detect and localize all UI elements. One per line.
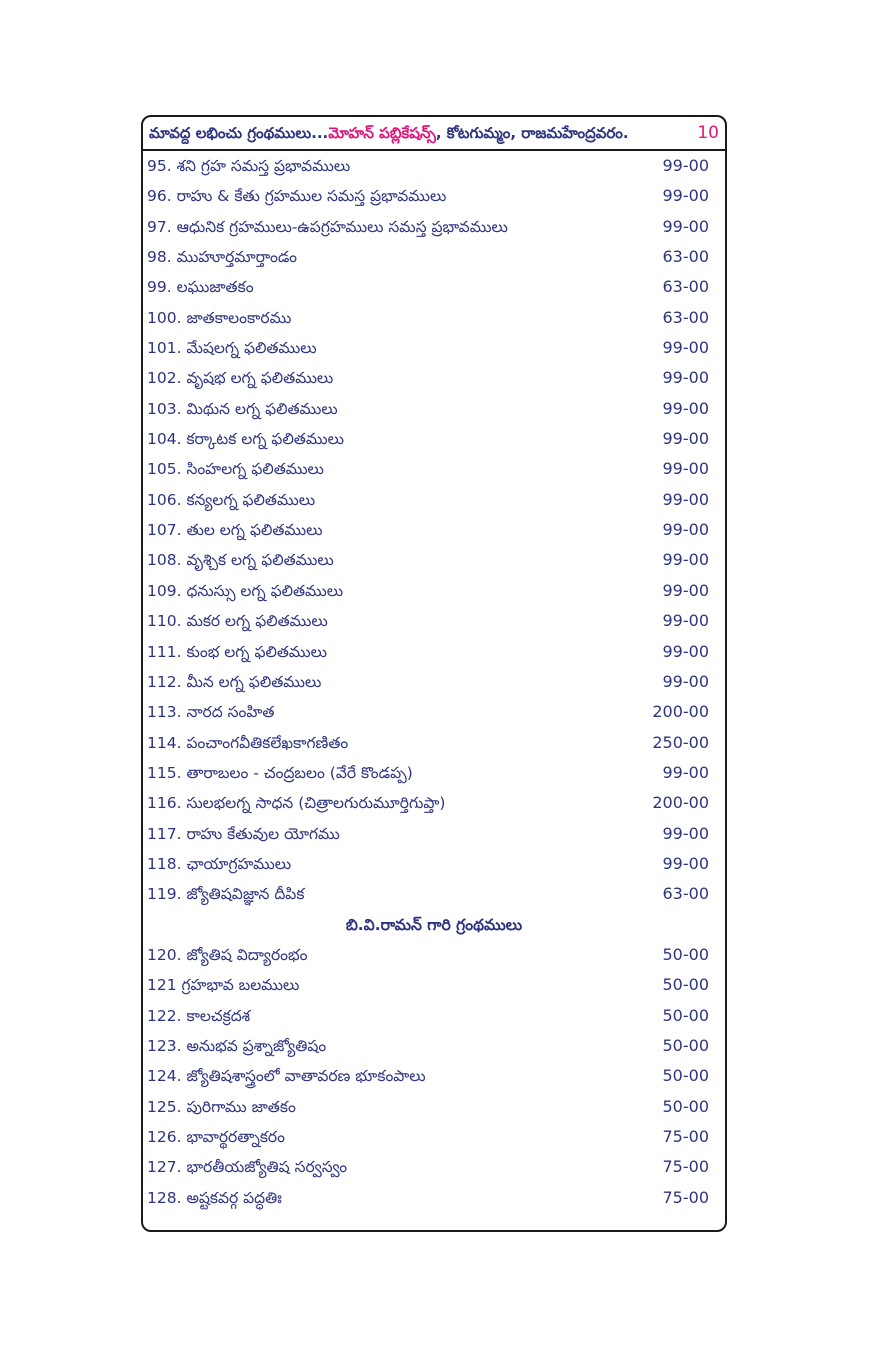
book-title: 103. మిథున లగ్న ఫలితములు: [147, 399, 338, 418]
book-row: [143, 1031, 725, 1061]
book-row: [143, 758, 725, 788]
book-title: 121 గ్రహభావ బలములు: [147, 976, 300, 995]
section-heading: [143, 910, 725, 940]
book-row: [143, 272, 725, 302]
book-row: [143, 181, 725, 211]
book-price: 99-00: [662, 762, 709, 782]
section-title: బి.వి.రామన్ గారి గ్రంథములు: [345, 915, 523, 934]
book-title: 117. రాహు కేతువుల యోగము: [147, 824, 340, 843]
book-row: [143, 363, 725, 393]
book-title: 125. పురిగాము జాతకం: [147, 1097, 296, 1116]
book-title: 128. అష్టకవర్గ పద్ధతిః: [147, 1188, 282, 1207]
book-price: 99-00: [662, 398, 709, 418]
book-title: 114. పంచాంగవీతికలేఖకాగణితం: [147, 733, 349, 752]
book-row: [143, 576, 725, 606]
book-price: 50-00: [662, 1005, 709, 1025]
book-row: [143, 970, 725, 1000]
book-price: 99-00: [662, 853, 709, 873]
book-row: [143, 454, 725, 484]
book-row: [143, 1001, 725, 1031]
book-title: 123. అనుభవ ప్రశ్నాజ్యోతిషం: [147, 1036, 327, 1055]
book-price: 250-00: [652, 732, 709, 752]
book-row: [143, 394, 725, 424]
book-title: 100. జాతకాలంకారము: [147, 308, 292, 327]
book-title: 113. నారద సంహిత: [147, 703, 275, 722]
book-row: [143, 212, 725, 242]
book-price: 99-00: [662, 520, 709, 540]
book-price: 99-00: [662, 611, 709, 631]
book-title: 109. ధనుస్సు లగ్న ఫలితములు: [147, 581, 344, 600]
book-price: 99-00: [662, 338, 709, 358]
book-price: 99-00: [662, 489, 709, 509]
book-price: 200-00: [652, 702, 709, 722]
price-list-frame: [141, 115, 727, 1232]
book-price: 99-00: [662, 671, 709, 691]
book-title: 96. రాహు & కేతు గ్రహముల సమస్త ప్రభావములు: [147, 187, 447, 206]
book-row: [143, 485, 725, 515]
book-row: [143, 637, 725, 667]
book-price: 99-00: [662, 156, 709, 175]
book-price: 200-00: [652, 793, 709, 813]
book-price: 50-00: [662, 1066, 709, 1086]
book-title: 95. శని గ్రహ సమస్త ప్రభావములు: [147, 157, 351, 175]
book-title: 99. లఘుజాతకం: [147, 278, 254, 297]
book-row: [143, 667, 725, 697]
book-price: 63-00: [662, 277, 709, 297]
book-row: [143, 879, 725, 909]
book-row: [143, 1152, 725, 1182]
book-price: 50-00: [662, 1035, 709, 1055]
book-row: [143, 545, 725, 575]
book-title: 101. మేషలగ్న ఫలితములు: [147, 339, 317, 358]
book-list: [143, 151, 725, 1213]
book-title: 110. మకర లగ్న ఫలితములు: [147, 612, 328, 631]
book-price: 63-00: [662, 884, 709, 904]
book-price: 50-00: [662, 1096, 709, 1116]
book-row: [143, 728, 725, 758]
book-price: 99-00: [662, 186, 709, 206]
book-row: [143, 788, 725, 818]
book-title: 97. ఆధునిక గ్రహములు-ఉపగ్రహములు సమస్త ప్రభావములు: [147, 217, 508, 236]
book-price: 99-00: [662, 368, 709, 388]
header-title: మావద్ద లభించు గ్రంథములు...: [149, 124, 329, 142]
book-row: [143, 303, 725, 333]
book-row: [143, 940, 725, 970]
book-title: 107. తుల లగ్న ఫలితములు: [147, 521, 323, 540]
book-price: 75-00: [662, 1187, 709, 1207]
book-row: [143, 606, 725, 636]
book-title: 102. వృషభ లగ్న ఫలితములు: [147, 369, 334, 388]
book-price: 50-00: [662, 975, 709, 995]
list-header: [143, 117, 725, 151]
book-title: 111. కుంభ లగ్న ఫలితములు: [147, 642, 328, 661]
book-title: 104. కర్కాటక లగ్న ఫలితములు: [147, 430, 344, 449]
book-price: 99-00: [662, 823, 709, 843]
book-price: 63-00: [662, 247, 709, 267]
book-title: 106. కన్యలగ్న ఫలితములు: [147, 490, 316, 509]
book-title: 115. తారాబలం - చంద్రబలం (వేరే కొండప్ప): [147, 763, 413, 782]
book-title: 124. జ్యోతిషశాస్త్రంలో వాతావరణ భూకంపాలు: [147, 1067, 426, 1086]
book-row: [143, 242, 725, 272]
book-price: 99-00: [662, 641, 709, 661]
book-row: [143, 697, 725, 727]
book-price: 99-00: [662, 580, 709, 600]
book-price: 50-00: [662, 944, 709, 964]
book-title: 119. జ్యోతిషవిజ్ఞాన దీపిక: [147, 885, 305, 904]
page-number: 10: [697, 123, 719, 143]
book-title: 105. సింహలగ్న ఫలితములు: [147, 460, 324, 479]
book-title: 127. భారతీయజ్యోతిష సర్వస్వం: [147, 1158, 348, 1177]
book-title: 112. మీన లగ్న ఫలితములు: [147, 672, 322, 691]
book-row: [143, 1061, 725, 1091]
book-row: [143, 1122, 725, 1152]
book-price: 75-00: [662, 1127, 709, 1146]
book-price: 99-00: [662, 216, 709, 236]
book-row: [143, 1092, 725, 1122]
publisher-name: మోహన్ పబ్లికేషన్స్: [328, 124, 436, 142]
book-title: 118. ఛాయాగ్రహములు: [147, 854, 292, 873]
book-title: 98. ముహూర్తమార్తాండం: [147, 248, 297, 267]
book-title: 116. సులభలగ్న సాధన (చిత్రాలగురుమూర్తిగుప్తా): [147, 794, 446, 813]
book-row: [143, 424, 725, 454]
book-price: 99-00: [662, 459, 709, 479]
book-price: 63-00: [662, 307, 709, 327]
book-row: [143, 151, 725, 181]
book-row: [143, 849, 725, 879]
book-title: 108. వృశ్చిక లగ్న ఫలితములు: [147, 551, 334, 570]
book-title: 122. కాలచక్రదశ: [147, 1006, 251, 1025]
book-row: [143, 515, 725, 545]
book-price: 75-00: [662, 1157, 709, 1177]
book-price: 99-00: [662, 429, 709, 449]
publisher-location: , కోటగుమ్మం, రాజమహేంద్రవరం.: [435, 124, 629, 142]
book-row: [143, 333, 725, 363]
book-row: [143, 819, 725, 849]
book-title: 120. జ్యోతిష విద్యారంభం: [147, 945, 308, 964]
book-price: 99-00: [662, 550, 709, 570]
book-row: [143, 1183, 725, 1213]
book-title: 126. భావార్థరత్నాకరం: [147, 1128, 285, 1146]
